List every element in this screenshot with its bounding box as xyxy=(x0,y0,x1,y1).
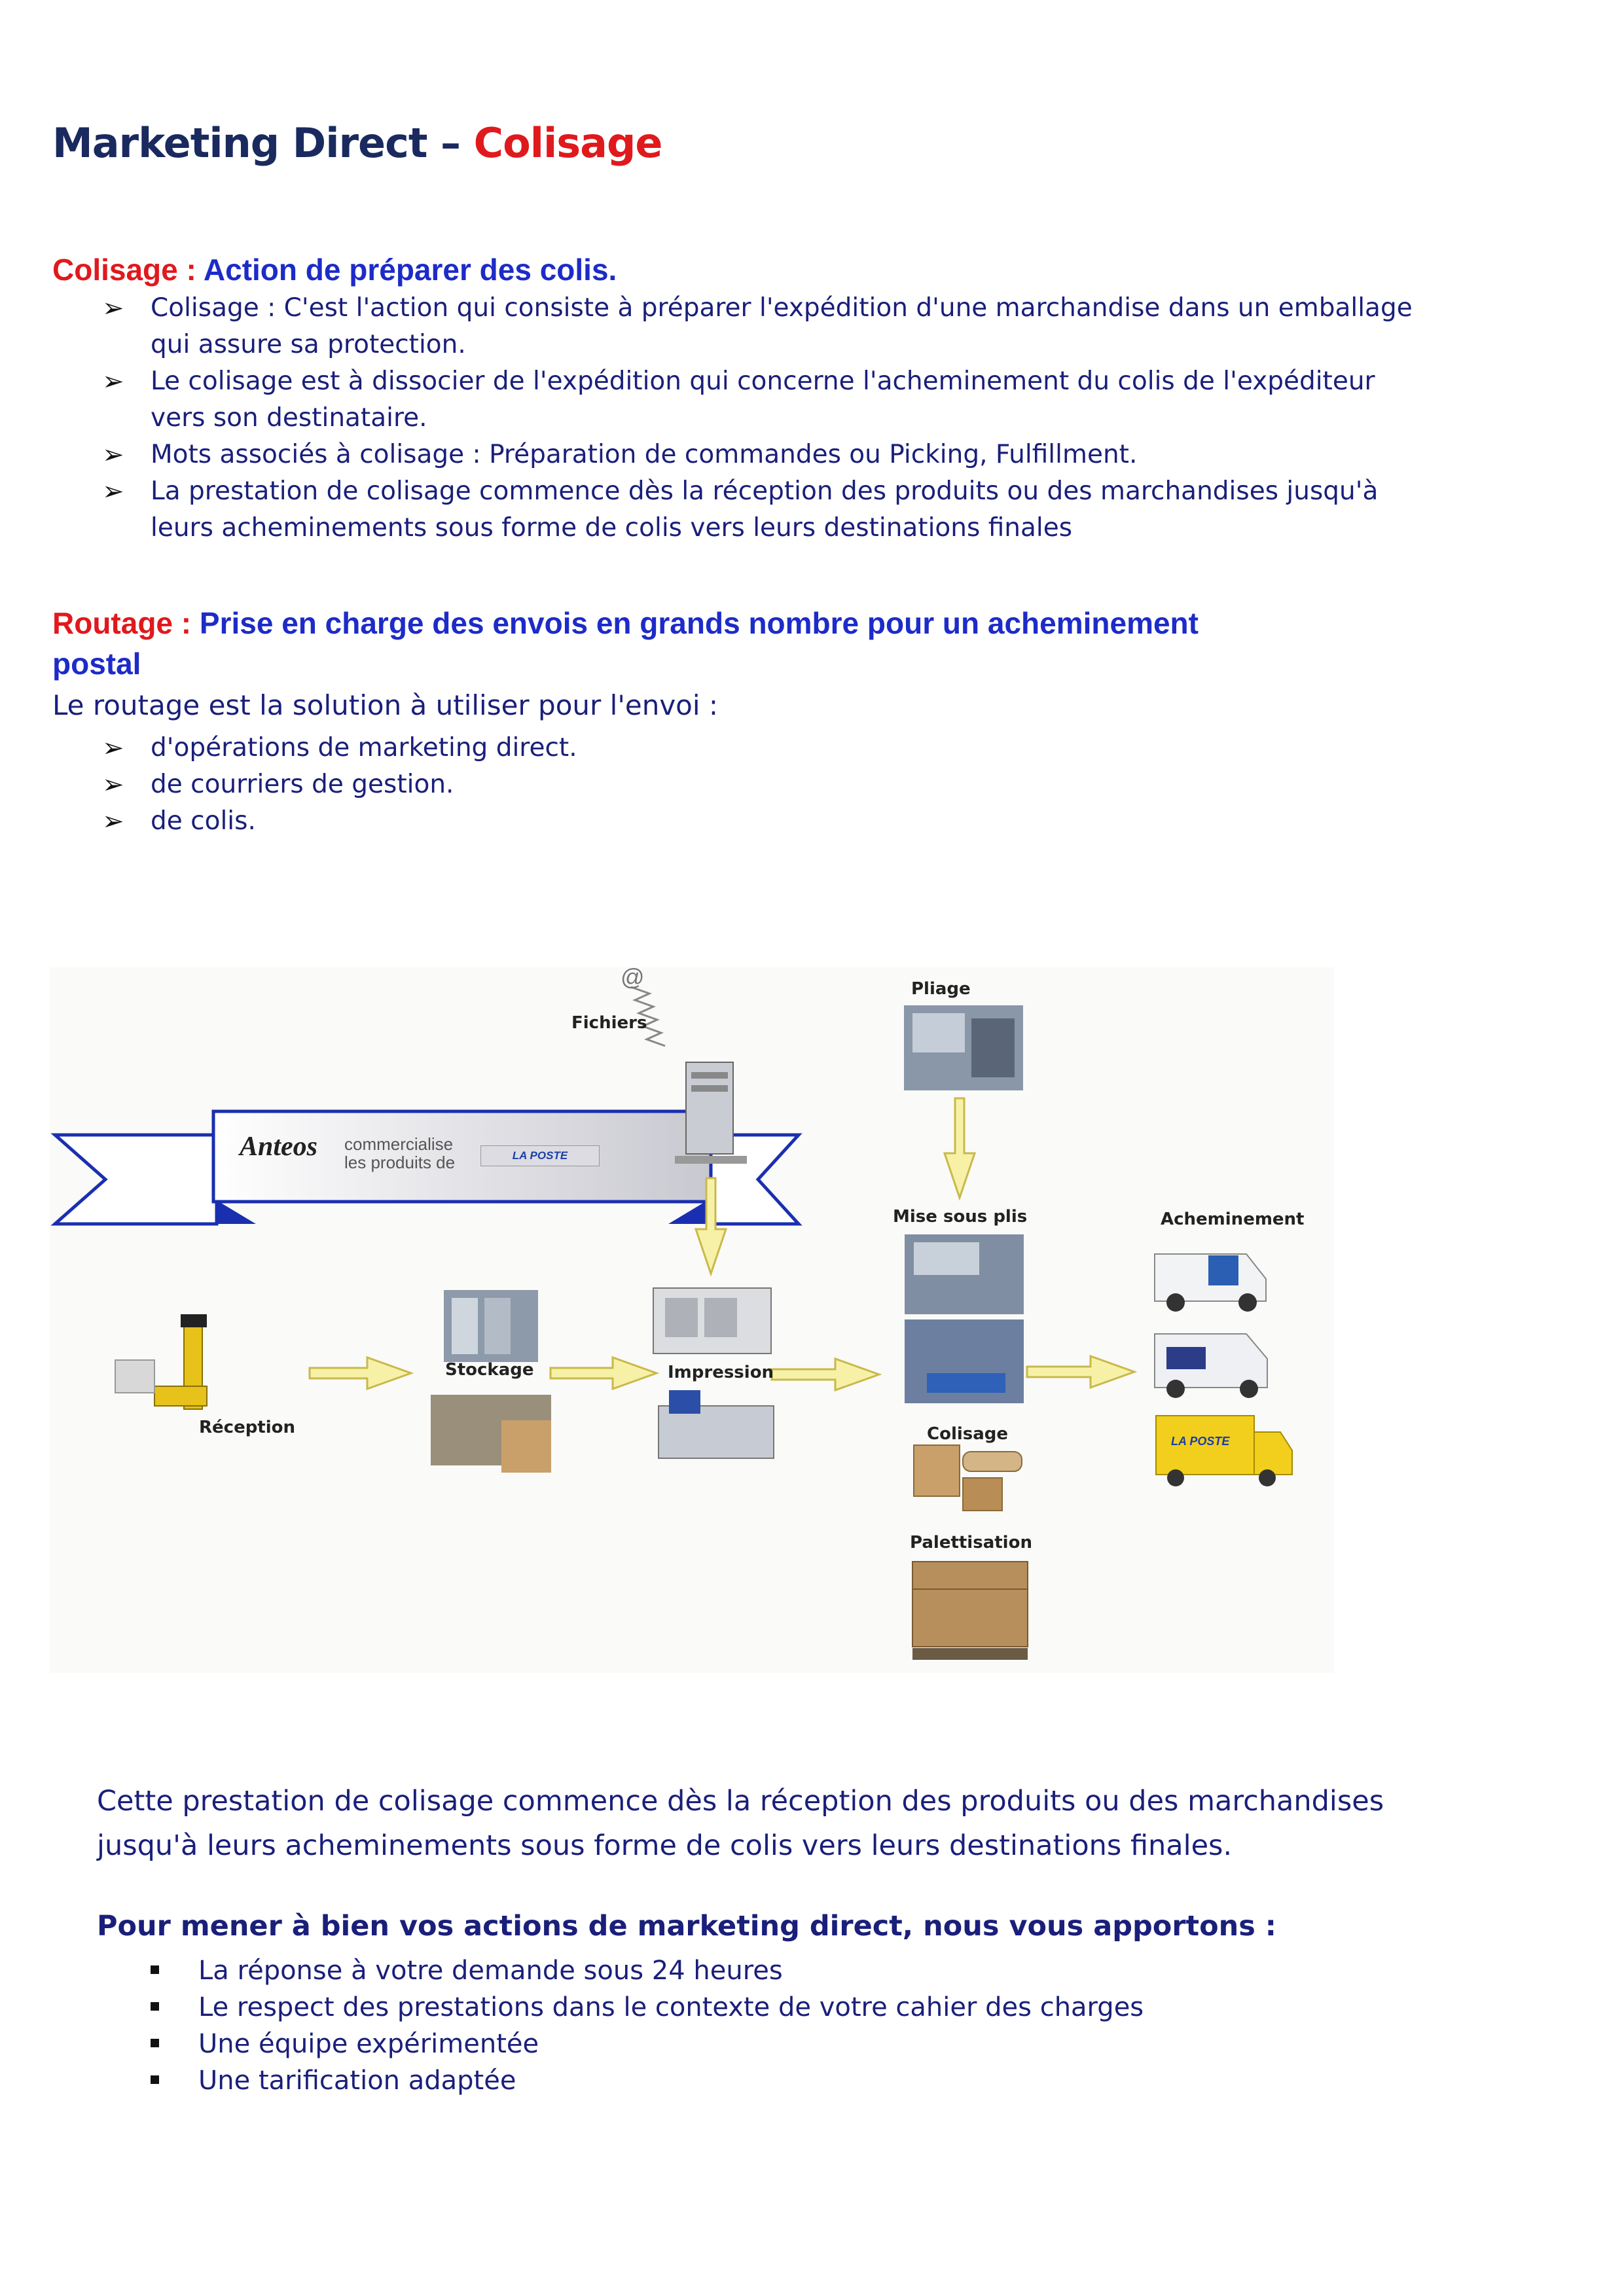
page-title: Marketing Direct – Colisage xyxy=(52,119,662,167)
colisage-heading: Colisage : Action de préparer des colis. xyxy=(52,253,617,287)
arrow-bullet-icon: ➢ xyxy=(102,806,124,836)
colisage-list xyxy=(52,290,1414,547)
list-item: ➢ Mots associés à colisage : Préparation de commandes ou Picking, Fulfillment. xyxy=(52,437,1414,473)
label-fichiers: Fichiers xyxy=(571,1013,647,1033)
truck-brand: LA POSTE xyxy=(1171,1435,1230,1448)
arrow-impression-misesousplis xyxy=(772,1359,879,1390)
label-palettisation: Palettisation xyxy=(910,1533,1032,1552)
closing-list xyxy=(46,1952,1144,2099)
list-item: La réponse à votre demande sous 24 heures xyxy=(46,1952,1144,1989)
routage-list xyxy=(52,730,1362,840)
at-icon: @ xyxy=(621,963,645,990)
list-item: Une équipe expérimentée xyxy=(46,2026,1144,2062)
banner-text: commercialise les produits de xyxy=(344,1134,456,1172)
label-mise-sous-plis: Mise sous plis xyxy=(893,1207,1028,1227)
square-bullet-icon xyxy=(151,2002,159,2011)
routage-heading: Routage : Prise en charge des envois en grands nombre pour un acheminement xyxy=(52,606,1199,640)
mise-sous-plis-machine-image xyxy=(905,1234,1024,1403)
arrow-stockage-impression xyxy=(550,1357,657,1389)
delivery-truck-image xyxy=(1156,1416,1292,1486)
forklift-image xyxy=(115,1314,207,1409)
routage-heading-cont: postal xyxy=(52,647,141,681)
list-item: ➢ Le colisage est à dissocier de l'expédition qui concerne l'acheminement du colis de l'expéditeur vers son destinataire. xyxy=(52,363,1414,437)
pliage-machine-image xyxy=(904,1005,1023,1090)
arrow-pliage-misesousplis xyxy=(945,1098,975,1198)
square-bullet-icon xyxy=(151,1965,159,1974)
cardboard-boxes-image xyxy=(914,1445,1022,1511)
process-diagram xyxy=(50,963,1334,1673)
label-impression: Impression xyxy=(668,1363,774,1382)
list-item: Le respect des prestations dans le contexte de votre cahier des charges xyxy=(46,1989,1144,2026)
arrow-bullet-icon: ➢ xyxy=(102,733,124,763)
la-poste-logo: LA POSTE xyxy=(480,1145,600,1166)
closing-paragraph: Cette prestation de colisage commence dès la réception des produits ou des marchandises jusqu'à leurs acheminements sous forme de colis vers leurs destinations finales. xyxy=(97,1785,1384,1862)
list-item: ➢ d'opérations de marketing direct. xyxy=(52,730,1362,766)
arrow-reception-stockage xyxy=(310,1357,411,1389)
list-item: ➢ de courriers de gestion. xyxy=(52,766,1362,803)
pallet-image xyxy=(912,1562,1028,1660)
square-bullet-icon xyxy=(151,2075,159,2084)
routage-intro: Le routage est la solution à utiliser pour l'envoi : xyxy=(52,689,719,721)
label-colisage: Colisage xyxy=(927,1424,1009,1444)
square-bullet-icon xyxy=(151,2039,159,2047)
closing-heading: Pour mener à bien vos actions de marketing direct, nous vous apportons : xyxy=(97,1910,1276,1943)
label-stockage: Stockage xyxy=(445,1360,534,1380)
arrow-bullet-icon: ➢ xyxy=(102,367,124,397)
list-item: ➢ de colis. xyxy=(52,803,1362,840)
arrow-bullet-icon: ➢ xyxy=(102,476,124,507)
arrow-bullet-icon: ➢ xyxy=(102,770,124,800)
label-acheminement: Acheminement xyxy=(1161,1210,1305,1229)
delivery-van-2-image xyxy=(1155,1334,1267,1398)
arrow-bullet-icon: ➢ xyxy=(102,293,124,323)
label-reception: Réception xyxy=(199,1418,296,1437)
warehouse-image xyxy=(431,1290,551,1473)
delivery-van-1-image xyxy=(1155,1254,1266,1312)
list-item: ➢ Colisage : C'est l'action qui consiste à préparer l'expédition d'une marchandise dans un emballage qui assure sa protection. xyxy=(52,290,1414,363)
arrow-misesousplis-acheminement xyxy=(1027,1356,1134,1388)
label-pliage: Pliage xyxy=(911,979,971,999)
arrow-bullet-icon: ➢ xyxy=(102,440,124,470)
list-item: Une tarification adaptée xyxy=(46,2062,1144,2099)
title-accent: Colisage xyxy=(473,119,662,167)
anteos-logo: Anteos xyxy=(240,1132,318,1162)
list-item: ➢ La prestation de colisage commence dès la réception des produits ou des marchandises jusqu'à leurs acheminements sous forme de colis vers leurs destinations finales xyxy=(52,473,1414,547)
